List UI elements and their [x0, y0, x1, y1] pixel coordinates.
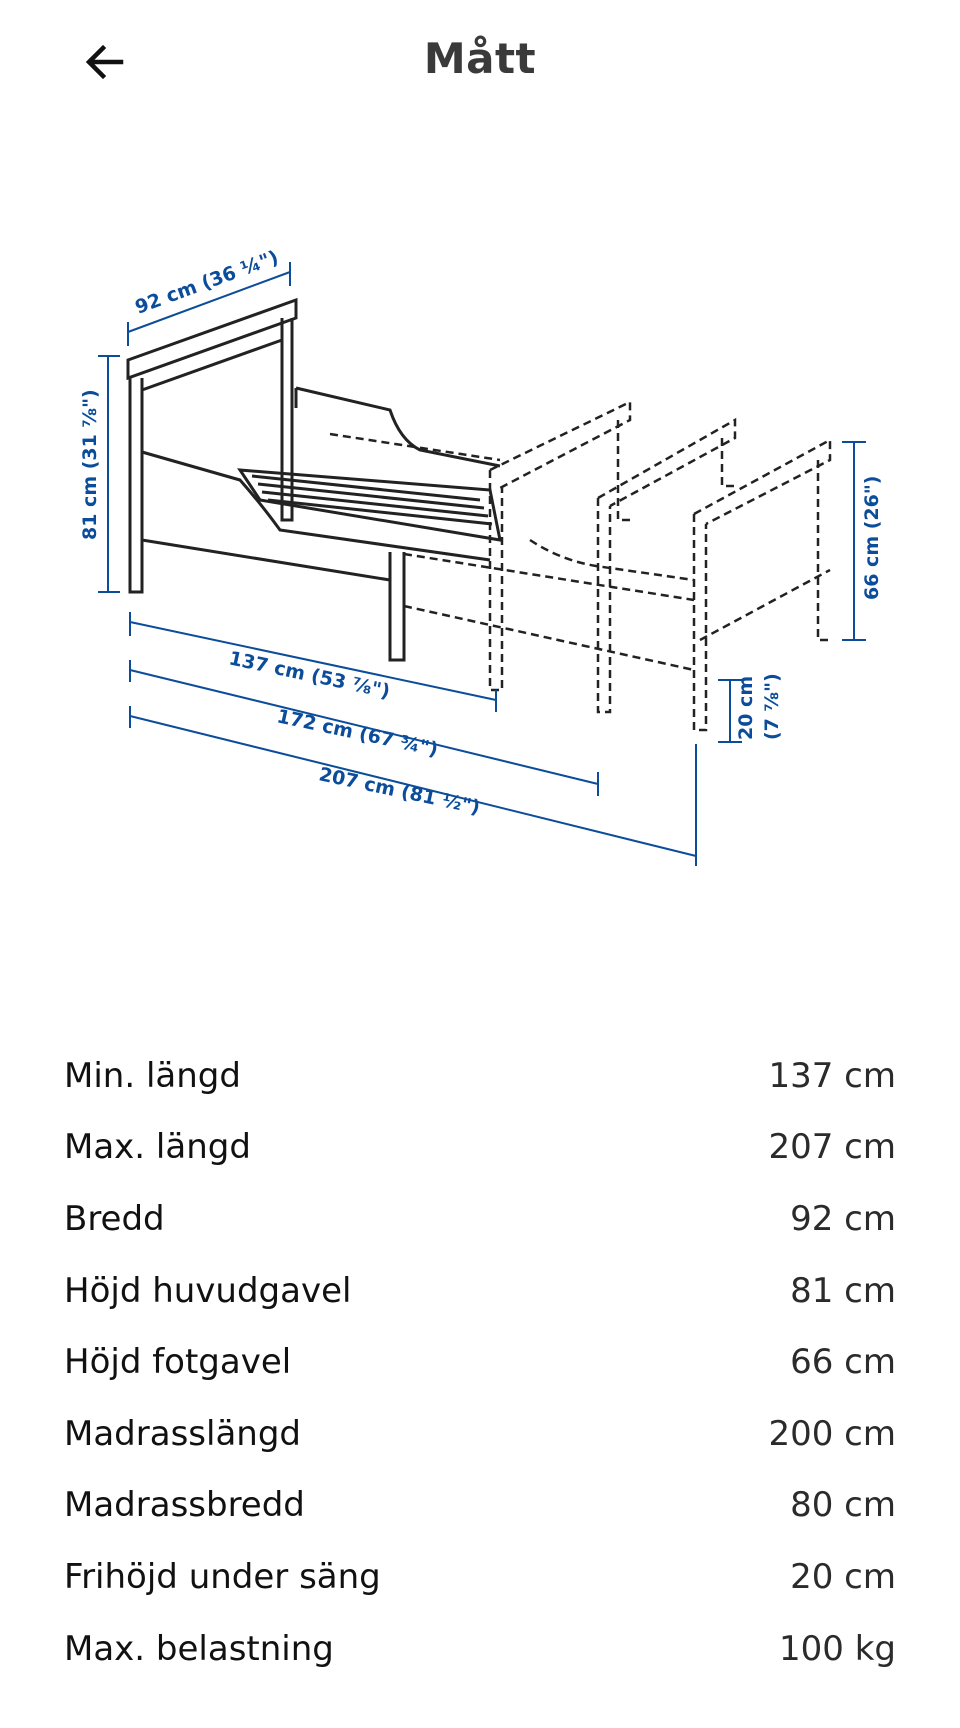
spec-value: 137 cm	[768, 1055, 896, 1096]
spec-value: 200 cm	[768, 1413, 896, 1454]
bed-drawing	[128, 300, 500, 660]
spec-row-max-load	[64, 1613, 896, 1685]
max-length-label: 207 cm (81 ½")	[316, 763, 482, 819]
mid-length-label: 172 cm (67 ¾")	[274, 705, 440, 761]
min-length-label: 137 cm (53 ⅞")	[226, 647, 392, 703]
spec-row-footboard-height	[64, 1326, 896, 1398]
dimension-lines	[98, 262, 866, 866]
bed-dimensions-illustration	[0, 200, 960, 920]
spec-value: 20 cm	[790, 1556, 896, 1597]
top-bar	[0, 0, 960, 128]
spec-value: 207 cm	[768, 1127, 896, 1168]
width-label: 92 cm (36 ¼")	[132, 246, 282, 319]
spec-label: Max. belastning	[64, 1628, 334, 1669]
spec-label: Höjd fotgavel	[64, 1342, 292, 1383]
spec-label: Min. längd	[64, 1055, 241, 1096]
spec-value: 92 cm	[790, 1198, 896, 1239]
spec-value: 81 cm	[790, 1270, 896, 1311]
page-title: Mått	[423, 34, 537, 83]
specs-list	[64, 1040, 896, 1684]
dimensions-diagram	[0, 200, 960, 920]
spec-label: Bredd	[64, 1198, 165, 1239]
spec-row-mattress-width	[64, 1470, 896, 1542]
spec-label: Max. längd	[64, 1127, 251, 1168]
spec-row-clearance	[64, 1541, 896, 1613]
spec-label: Madrassbredd	[64, 1485, 305, 1526]
spec-label: Frihöjd under säng	[64, 1556, 381, 1597]
clearance-in-label: (7 ⅞")	[761, 673, 783, 740]
spec-label: Madrasslängd	[64, 1413, 301, 1454]
spec-value: 80 cm	[790, 1485, 896, 1526]
spec-label: Höjd huvudgavel	[64, 1270, 352, 1311]
spec-row-headboard-height	[64, 1255, 896, 1327]
footboard-height-label: 66 cm (26")	[861, 475, 883, 600]
headboard-height-label: 81 cm (31 ⅞")	[79, 389, 101, 540]
spec-row-mattress-length	[64, 1398, 896, 1470]
spec-row-max-length	[64, 1112, 896, 1184]
clearance-cm-label: 20 cm	[735, 675, 757, 740]
spec-value: 66 cm	[790, 1342, 896, 1383]
spec-row-width	[64, 1183, 896, 1255]
spec-row-min-length	[64, 1040, 896, 1112]
spec-value: 100 kg	[779, 1628, 896, 1669]
